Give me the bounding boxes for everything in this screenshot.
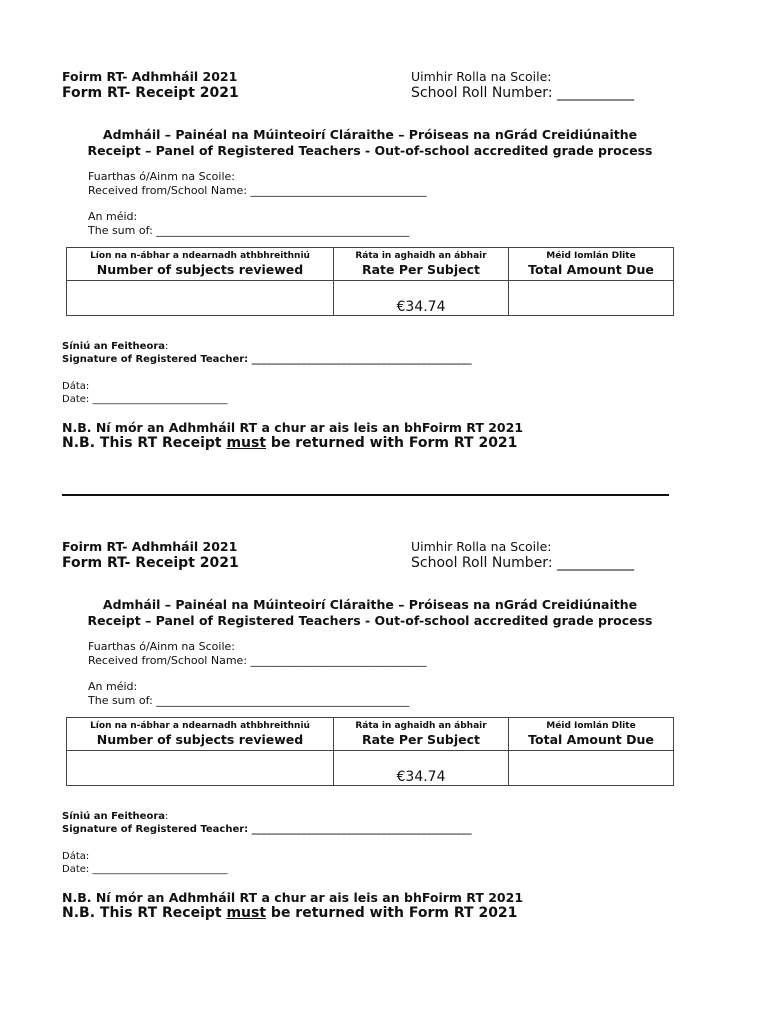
form-title-english: Form RT- Receipt 2021: [62, 555, 239, 571]
roll-number-field[interactable]: School Roll Number: ___________: [411, 85, 634, 101]
date-label-irish: Dáta:: [62, 381, 90, 392]
table-row: [67, 751, 674, 786]
nb-note-english: [62, 435, 517, 451]
form-title-irish: Foirm RT- Adhmháil 2021: [62, 69, 238, 84]
col-total-english: Total Amount Due: [528, 732, 654, 747]
signature-label-irish-text: Síniú an Feitheora: [62, 811, 165, 822]
date-field[interactable]: Date: ___________________________: [62, 864, 228, 875]
col-subjects-header: [67, 718, 334, 751]
table-row: [67, 281, 674, 316]
col-rate-english: Rate Per Subject: [361, 732, 481, 747]
sum-label-irish: An méid:: [88, 680, 138, 693]
heading-english: Receipt – Panel of Registered Teachers - Out-of-school accredited grade process: [87, 143, 653, 158]
nb-note-english-must: must: [226, 435, 267, 451]
col-total-header: [509, 718, 674, 751]
heading-irish: Admháil – Painéal na Múinteoirí Cláraithe – Próiseas na nGrád Creidiúnaithe: [102, 597, 638, 612]
col-rate-irish: Ráta in aghaidh an ábhair: [355, 721, 487, 731]
nb-note-english-must: must: [226, 905, 267, 921]
rate-cell: €34.74: [334, 751, 509, 786]
subjects-table: [66, 717, 674, 786]
col-subjects-irish: Líon na n-ábhar a ndearnadh athbhreithniú: [90, 251, 310, 261]
received-label-irish: Fuarthas ó/Ainm na Scoile:: [88, 170, 235, 183]
heading-english: Receipt – Panel of Registered Teachers - Out-of-school accredited grade process: [87, 613, 653, 628]
sum-field[interactable]: The sum of: ______________________________________________: [88, 224, 410, 237]
total-due-cell[interactable]: [509, 751, 674, 786]
col-total-irish: Méid Iomlán Dlite: [546, 721, 636, 731]
roll-number-field[interactable]: School Roll Number: ___________: [411, 555, 634, 571]
nb-note-english-post: be returned with Form RT 2021: [266, 905, 518, 921]
subjects-count-cell[interactable]: [67, 751, 334, 786]
col-rate-irish: Ráta in aghaidh an ábhair: [355, 251, 487, 261]
nb-note-irish: N.B. Ní mór an Adhmháil RT a chur ar ais leis an bhFoirm RT 2021: [62, 890, 524, 905]
col-subjects-irish: Líon na n-ábhar a ndearnadh athbhreithniú: [90, 721, 310, 731]
roll-number-label-irish: Uimhir Rolla na Scoile:: [411, 69, 552, 84]
roll-number-label-irish: Uimhir Rolla na Scoile:: [411, 539, 552, 554]
col-rate-header: [334, 248, 509, 281]
col-subjects-english: Number of subjects reviewed: [96, 732, 304, 747]
received-label-irish: Fuarthas ó/Ainm na Scoile:: [88, 640, 235, 653]
receipt-top: [0, 0, 770, 470]
table-header-row: [67, 248, 674, 281]
form-title-english: Form RT- Receipt 2021: [62, 85, 239, 101]
subjects-table: [66, 247, 674, 316]
date-label-irish: Dáta:: [62, 851, 90, 862]
signature-label-irish: [62, 811, 168, 822]
rate-cell: €34.74: [334, 281, 509, 316]
col-subjects-header: [67, 248, 334, 281]
sum-field[interactable]: The sum of: ______________________________________________: [88, 694, 410, 707]
heading-irish: Admháil – Painéal na Múinteoirí Cláraithe – Próiseas na nGrád Creidiúnaithe: [102, 127, 638, 142]
nb-note-english-post: be returned with Form RT 2021: [266, 435, 518, 451]
signature-field[interactable]: Signature of Registered Teacher: ____________________________________________: [62, 824, 472, 835]
total-due-cell[interactable]: [509, 281, 674, 316]
col-subjects-english: Number of subjects reviewed: [96, 262, 304, 277]
signature-label-irish-text: Síniú an Feitheora: [62, 341, 165, 352]
signature-field[interactable]: Signature of Registered Teacher: ____________________________________________: [62, 354, 472, 365]
col-total-header: [509, 248, 674, 281]
receipt-bottom: [0, 470, 770, 940]
received-from-field[interactable]: Received from/School Name: ________________________________: [88, 184, 427, 197]
received-from-field[interactable]: Received from/School Name: ________________________________: [88, 654, 427, 667]
signature-label-irish: [62, 341, 168, 352]
nb-note-english-pre: N.B. This RT Receipt: [62, 435, 227, 451]
col-rate-header: [334, 718, 509, 751]
nb-note-english: [62, 905, 517, 921]
subjects-count-cell[interactable]: [67, 281, 334, 316]
table-header-row: [67, 718, 674, 751]
form-title-irish: Foirm RT- Adhmháil 2021: [62, 539, 238, 554]
signature-label-irish-colon: :: [165, 811, 169, 822]
col-rate-english: Rate Per Subject: [361, 262, 481, 277]
sum-label-irish: An méid:: [88, 210, 138, 223]
date-field[interactable]: Date: ___________________________: [62, 394, 228, 405]
col-total-irish: Méid Iomlán Dlite: [546, 251, 636, 261]
nb-note-english-pre: N.B. This RT Receipt: [62, 905, 227, 921]
nb-note-irish: N.B. Ní mór an Adhmháil RT a chur ar ais leis an bhFoirm RT 2021: [62, 420, 524, 435]
signature-label-irish-colon: :: [165, 341, 169, 352]
col-total-english: Total Amount Due: [528, 262, 654, 277]
